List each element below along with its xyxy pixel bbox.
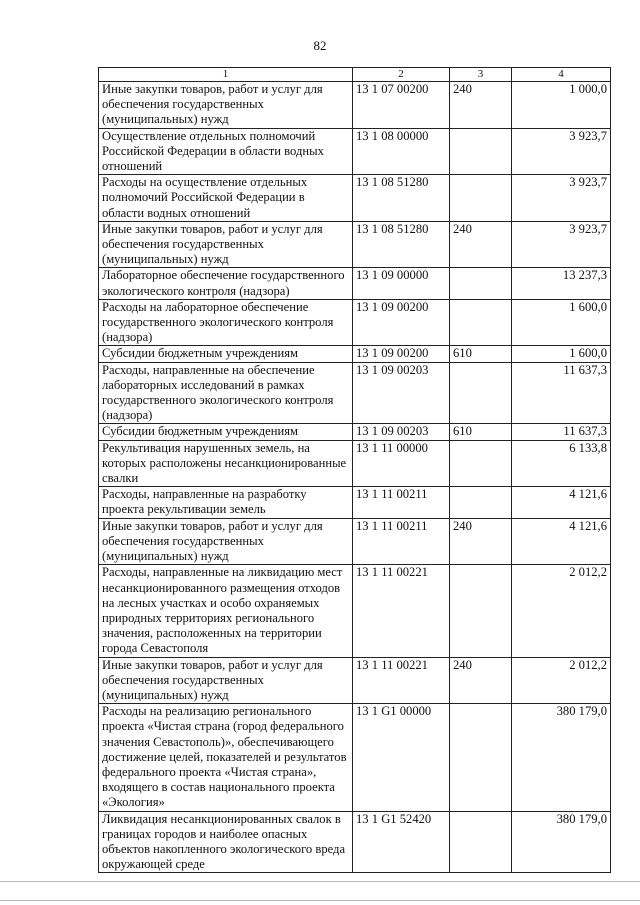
row-code-cell: 13 1 09 00200 (353, 346, 450, 362)
row-name-cell: Расходы на реализацию регионального проекта «Чистая страна (город федерального значения Севастополь)», обеспечивающего достижение целей, показателей и результатов федерального проекта «Чистая страна», входящего в состав национального проекта «Экология» (99, 704, 353, 811)
table-row (99, 565, 611, 657)
row-code-cell: 13 1 09 00203 (353, 424, 450, 440)
row-type-cell: 610 (450, 424, 512, 440)
table-row (99, 811, 611, 873)
row-code-cell: 13 1 09 00000 (353, 268, 450, 299)
row-name-cell: Иные закупки товаров, работ и услуг для обеспечения государственных (муниципальных) нужд (99, 518, 353, 565)
row-name-cell: Ликвидация несанкционированных свалок в границах городов и наиболее опасных объектов накопленного экологического вреда окружающей среде (99, 811, 353, 873)
table-row (99, 221, 611, 268)
row-amount-cell: 2 012,2 (512, 565, 611, 657)
row-name-cell: Рекультивация нарушенных земель, на которых расположены несанкционированные свалки (99, 440, 353, 487)
row-code-cell: 13 1 09 00200 (353, 299, 450, 346)
row-name-cell: Расходы, направленные на ликвидацию мест несанкционированного размещения отходов на лесных участках и особо охраняемых природных территориях регионального значения, расположенных на территории города Севастополя (99, 565, 353, 657)
row-name-cell: Расходы на лабораторное обеспечение государственного экологического контроля (надзора) (99, 299, 353, 346)
scan-edge-line (0, 881, 640, 882)
row-code-cell: 13 1 08 51280 (353, 175, 450, 222)
row-type-cell: 610 (450, 346, 512, 362)
table-row (99, 82, 611, 129)
table-row (99, 346, 611, 362)
row-name-cell: Иные закупки товаров, работ и услуг для обеспечения государственных (муниципальных) нужд (99, 657, 353, 704)
row-name-cell: Расходы, направленные на разработку проекта рекультивации земель (99, 487, 353, 518)
row-name-cell: Расходы на осуществление отдельных полномочий Российской Федерации в области водных отношений (99, 175, 353, 222)
table-row (99, 518, 611, 565)
table-row (99, 487, 611, 518)
row-code-cell: 13 1 11 00000 (353, 440, 450, 487)
row-type-cell: 240 (450, 82, 512, 129)
row-type-cell (450, 565, 512, 657)
row-amount-cell: 3 923,7 (512, 128, 611, 175)
row-name-cell: Субсидии бюджетным учреждениям (99, 424, 353, 440)
row-amount-cell: 1 000,0 (512, 82, 611, 129)
table-row (99, 657, 611, 704)
column-header-1: 1 (99, 68, 353, 82)
row-amount-cell: 11 637,3 (512, 424, 611, 440)
row-amount-cell: 13 237,3 (512, 268, 611, 299)
row-type-cell (450, 487, 512, 518)
row-name-cell: Иные закупки товаров, работ и услуг для обеспечения государственных (муниципальных) нужд (99, 82, 353, 129)
row-type-cell (450, 811, 512, 873)
row-amount-cell: 4 121,6 (512, 487, 611, 518)
table-row (99, 268, 611, 299)
table-row (99, 175, 611, 222)
row-amount-cell: 1 600,0 (512, 299, 611, 346)
table-row (99, 424, 611, 440)
row-type-cell (450, 268, 512, 299)
row-amount-cell: 6 133,8 (512, 440, 611, 487)
row-code-cell: 13 1 08 00000 (353, 128, 450, 175)
row-amount-cell: 3 923,7 (512, 175, 611, 222)
row-type-cell (450, 299, 512, 346)
table-body (99, 82, 611, 873)
row-code-cell: 13 1 11 00221 (353, 657, 450, 704)
row-amount-cell: 2 012,2 (512, 657, 611, 704)
row-code-cell: 13 1 11 00211 (353, 518, 450, 565)
table-row (99, 362, 611, 424)
column-header-3: 3 (450, 68, 512, 82)
row-type-cell: 240 (450, 518, 512, 565)
row-code-cell: 13 1 11 00211 (353, 487, 450, 518)
row-type-cell (450, 128, 512, 175)
row-name-cell: Лабораторное обеспечение государственного экологического контроля (надзора) (99, 268, 353, 299)
row-code-cell: 13 1 09 00203 (353, 362, 450, 424)
row-amount-cell: 11 637,3 (512, 362, 611, 424)
column-header-4: 4 (512, 68, 611, 82)
row-name-cell: Расходы, направленные на обеспечение лабораторных исследований в рамках государственного экологического контроля (надзора) (99, 362, 353, 424)
row-amount-cell: 380 179,0 (512, 704, 611, 811)
row-type-cell: 240 (450, 657, 512, 704)
table-row (99, 128, 611, 175)
scan-edge-line (0, 900, 640, 901)
row-code-cell: 13 1 G1 52420 (353, 811, 450, 873)
row-type-cell: 240 (450, 221, 512, 268)
row-code-cell: 13 1 11 00221 (353, 565, 450, 657)
column-header-2: 2 (353, 68, 450, 82)
row-name-cell: Субсидии бюджетным учреждениям (99, 346, 353, 362)
budget-table (98, 67, 611, 873)
header-row (99, 68, 611, 82)
row-type-cell (450, 440, 512, 487)
row-amount-cell: 3 923,7 (512, 221, 611, 268)
page-number: 82 (313, 38, 327, 53)
row-type-cell (450, 704, 512, 811)
row-code-cell: 13 1 G1 00000 (353, 704, 450, 811)
row-amount-cell: 4 121,6 (512, 518, 611, 565)
row-type-cell (450, 175, 512, 222)
row-code-cell: 13 1 08 51280 (353, 221, 450, 268)
row-amount-cell: 380 179,0 (512, 811, 611, 873)
table-row (99, 299, 611, 346)
row-name-cell: Осуществление отдельных полномочий Российской Федерации в области водных отношений (99, 128, 353, 175)
row-amount-cell: 1 600,0 (512, 346, 611, 362)
row-name-cell: Иные закупки товаров, работ и услуг для обеспечения государственных (муниципальных) нужд (99, 221, 353, 268)
row-type-cell (450, 362, 512, 424)
table-row (99, 440, 611, 487)
row-code-cell: 13 1 07 00200 (353, 82, 450, 129)
table-row (99, 704, 611, 811)
